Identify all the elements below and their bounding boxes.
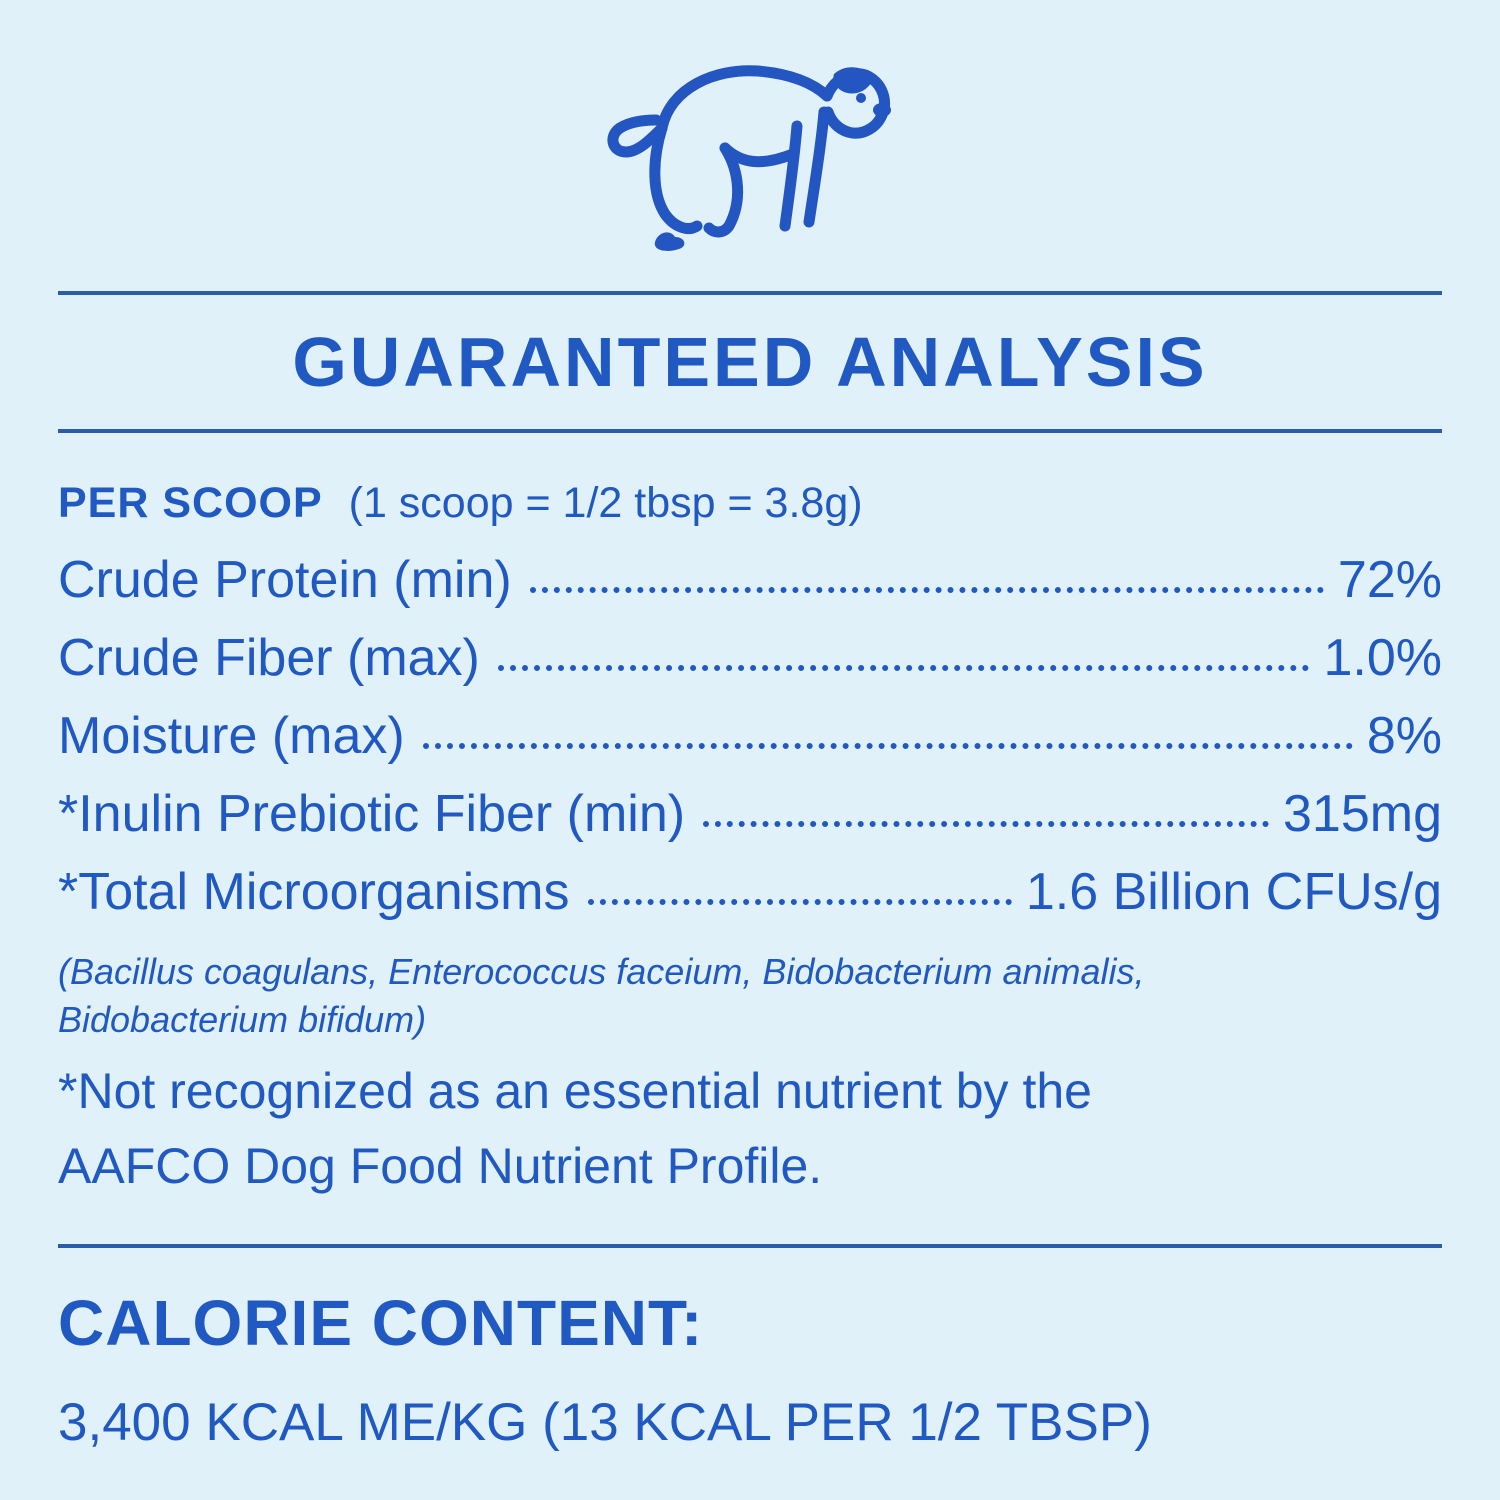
- per-scoop-line: [58, 479, 1442, 528]
- analysis-row-crude-protein: [58, 550, 1442, 628]
- row-label: *Inulin Prebiotic Fiber (min): [58, 785, 686, 843]
- calorie-content-heading: CALORIE CONTENT:: [58, 1287, 704, 1359]
- analysis-row-inulin-prebiotic-fiber: [58, 784, 1442, 862]
- calorie-content-value: 3,400 KCAL ME/KG (13 KCAL PER 1/2 TBSP): [58, 1393, 1152, 1452]
- dot-leader: [498, 665, 1310, 671]
- dot-leader: [703, 821, 1269, 827]
- row-value: 8%: [1366, 707, 1442, 765]
- aafco-footnote: [58, 1054, 1442, 1204]
- row-value: 315mg: [1283, 785, 1442, 843]
- row-value: 72%: [1337, 551, 1442, 609]
- header-icon-wrap: [0, 0, 1500, 258]
- per-scoop-label: PER SCOOP: [58, 479, 323, 527]
- row-value: 1.0%: [1323, 629, 1442, 687]
- title-divider: [58, 429, 1442, 433]
- row-value: 1.6 Billion CFUs/g: [1025, 863, 1442, 921]
- species-line: Bidobacterium bifidum): [58, 999, 427, 1040]
- dot-leader: [588, 899, 1012, 905]
- analysis-row-total-microorganisms: [58, 862, 1442, 940]
- calorie-divider: [58, 1244, 1442, 1248]
- panel-title: GUARANTEED ANALYSIS: [292, 323, 1208, 401]
- row-label: Crude Fiber (max): [58, 629, 480, 687]
- analysis-rows: [58, 550, 1442, 940]
- species-line: (Bacillus coagulans, Enterococcus faceium, Bidobacterium animalis,: [58, 951, 1145, 992]
- footnote-line: *Not recognized as an essential nutrient by the: [58, 1063, 1092, 1119]
- dog-pooping-icon: [600, 36, 900, 251]
- row-label: Moisture (max): [58, 707, 405, 765]
- row-label: Crude Protein (min): [58, 551, 512, 609]
- dot-leader: [530, 587, 1324, 593]
- analysis-row-moisture: [58, 706, 1442, 784]
- footnote-line: AAFCO Dog Food Nutrient Profile.: [58, 1138, 823, 1194]
- dot-leader: [423, 743, 1353, 749]
- microorganism-species-note: [58, 948, 1442, 1044]
- row-label: *Total Microorganisms: [58, 863, 570, 921]
- analysis-row-crude-fiber: [58, 628, 1442, 706]
- per-scoop-detail: (1 scoop = 1/2 tbsp = 3.8g): [348, 479, 863, 527]
- panel-content: [0, 291, 1500, 1453]
